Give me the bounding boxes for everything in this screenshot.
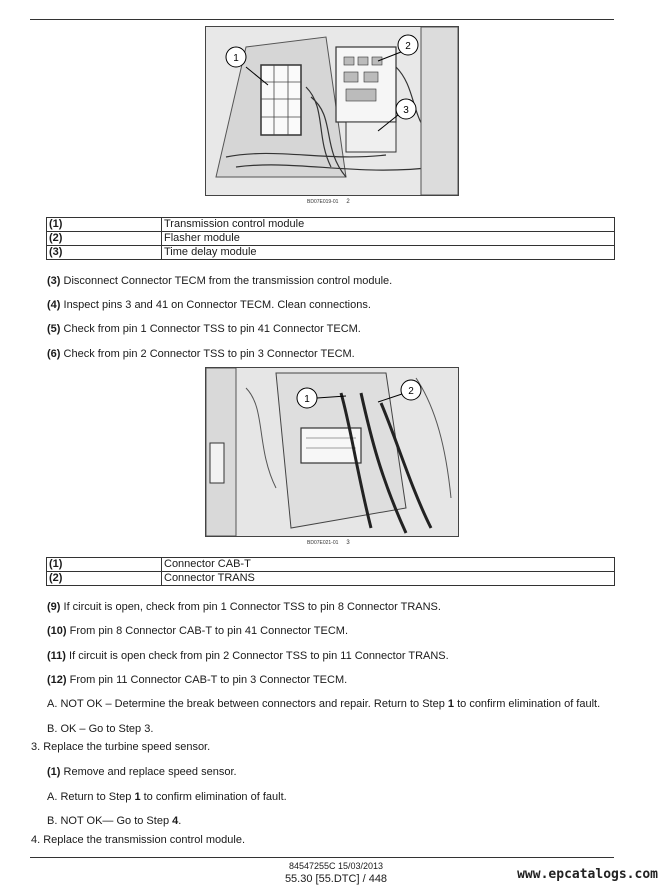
step-9-check: (9) If circuit is open, check from pin 1 Connector TSS to pin 8 Connector TRANS. (47, 601, 441, 613)
figure-1-illustration (206, 27, 458, 195)
footer-page-number: 55.30 [55.DTC] / 448 (284, 873, 388, 885)
step-10-check: (10) From pin 8 Connector CAB-T to pin 41 Connector TECM. (47, 625, 348, 637)
callout-2: 2 (405, 41, 411, 52)
footer-document-code: 84547255C 15/03/2013 (288, 861, 384, 871)
figure-1-legend-table (46, 217, 615, 260)
result-not-ok-goto: B. NOT OK— Go to Step 4. (47, 815, 182, 827)
legend-row (47, 246, 615, 260)
footer-rule (30, 857, 614, 858)
step-1-replace-sensor: (1) Remove and replace speed sensor. (47, 766, 237, 778)
figure-2-caption (307, 540, 350, 546)
callout-1: 1 (304, 394, 310, 405)
figure-transmission-modules-photo (205, 26, 459, 196)
result-return: A. Return to Step 1 to confirm elimination of fault. (47, 791, 287, 803)
step-5-check: (5) Check from pin 1 Connector TSS to pin 41 Connector TECM. (47, 323, 361, 335)
legend-row (47, 218, 615, 232)
step-3-disconnect: (3) Disconnect Connector TECM from the transmission control module. (47, 275, 393, 287)
legend-label: Connector CAB-T (162, 558, 615, 572)
legend-label: Transmission control module (162, 218, 615, 232)
legend-row (47, 572, 615, 586)
result-not-ok: A. NOT OK – Determine the break between connectors and repair. Return to Step 1 to confirm elimination of fault. (47, 698, 601, 710)
legend-ref: (1) (47, 218, 162, 232)
figure-1-caption (307, 199, 350, 205)
figure-2-legend-table (46, 557, 615, 586)
callout-1: 1 (233, 53, 239, 64)
step-11-check: (11) If circuit is open check from pin 2 Connector TSS to pin 11 Connector TRANS. (47, 650, 449, 662)
step-12-check: (12) From pin 11 Connector CAB-T to pin 3 Connector TECM. (47, 674, 348, 686)
figure-2-number: 3 (346, 540, 350, 546)
callout-3: 3 (403, 105, 409, 116)
legend-ref: (2) (47, 232, 162, 246)
step-4-inspect: (4) Inspect pins 3 and 41 on Connector TECM. Clean connections. (47, 299, 371, 311)
callout-2: 2 (408, 386, 414, 397)
figure-1-code: BD07E019-01 (307, 199, 339, 205)
main-step-3: 3. Replace the turbine speed sensor. (31, 741, 211, 753)
legend-ref: (2) (47, 572, 162, 586)
legend-label: Time delay module (162, 246, 615, 260)
legend-ref: (3) (47, 246, 162, 260)
legend-row (47, 558, 615, 572)
legend-ref: (1) (47, 558, 162, 572)
figure-2-code: BD07E021-01 (307, 540, 339, 546)
result-ok: B. OK – Go to Step 3. (47, 723, 154, 735)
legend-label: Flasher module (162, 232, 615, 246)
figure-1-number: 2 (346, 199, 350, 205)
main-step-4: 4. Replace the transmission control module. (31, 834, 245, 846)
header-rule (30, 19, 614, 20)
legend-row (47, 232, 615, 246)
figure-connectors-photo (205, 367, 459, 537)
step-6-check: (6) Check from pin 2 Connector TSS to pin 3 Connector TECM. (47, 348, 355, 360)
legend-label: Connector TRANS (162, 572, 615, 586)
figure-2-illustration (206, 368, 458, 536)
watermark-url: www.epcatalogs.com (517, 867, 658, 882)
